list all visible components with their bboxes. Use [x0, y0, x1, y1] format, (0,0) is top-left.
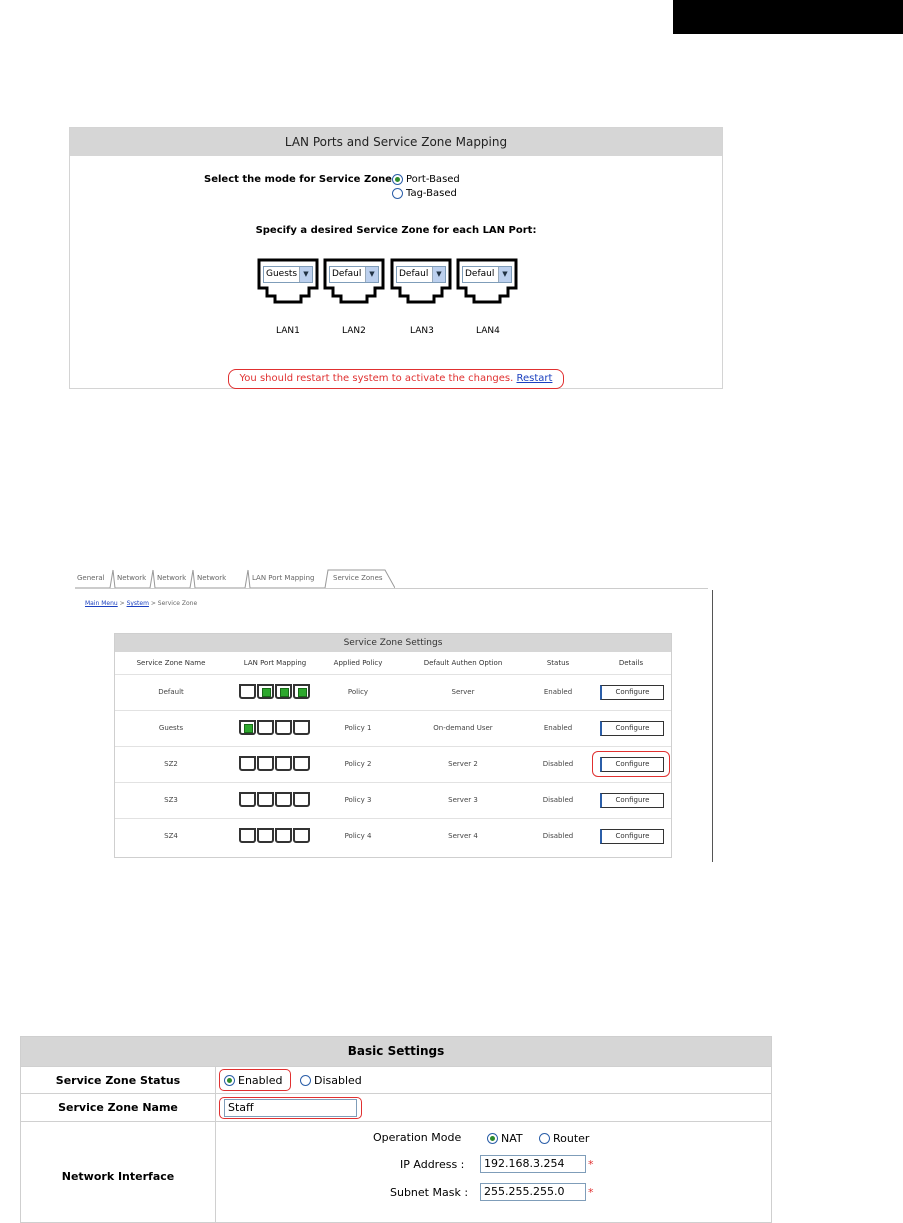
- lan-port-mapping-icons: [239, 756, 310, 771]
- status-value: [217, 1067, 771, 1093]
- op-mode-router-option[interactable]: [539, 1132, 589, 1145]
- radio-port-based[interactable]: [392, 174, 403, 185]
- lan-port-4: [456, 258, 518, 304]
- network-interface-label: Network Interface: [21, 1122, 216, 1223]
- lan-port-mapping-icons: [239, 720, 310, 735]
- panel-title: Basic Settings: [21, 1037, 771, 1066]
- service-zone-settings-table: [114, 633, 672, 858]
- status: Disabled: [542, 760, 574, 768]
- breadcrumb-current: Service Zone: [157, 600, 198, 607]
- tab-service-zones[interactable]: Service Zones: [333, 574, 383, 582]
- tab-general[interactable]: General: [77, 574, 105, 582]
- chevron-down-icon[interactable]: ▼: [365, 267, 378, 282]
- lan-port-3: [390, 258, 452, 304]
- status-label: Service Zone Status: [21, 1067, 216, 1093]
- port-based-label: Port-Based: [406, 174, 460, 185]
- tab-divider: [75, 588, 708, 589]
- configure-button[interactable]: Configure: [600, 685, 664, 700]
- lan-port-icon: [257, 756, 274, 771]
- lan-port-1: [257, 258, 319, 304]
- lan-port-icon-active: [257, 684, 274, 699]
- lan-port-mapping-icons: [239, 828, 310, 843]
- lan-port-2: [323, 258, 385, 304]
- col-details: Details: [618, 659, 644, 667]
- zone-name: SZ3: [164, 796, 178, 804]
- basic-settings-panel: [20, 1036, 772, 1223]
- vertical-divider: [712, 590, 713, 862]
- required-marker: *: [588, 1186, 594, 1199]
- lan3-zone-select[interactable]: [396, 266, 446, 283]
- service-zone-name-row: [21, 1093, 771, 1121]
- lan-port-icon: [257, 720, 274, 735]
- table-row: [115, 710, 671, 746]
- default-authen: Server 3: [448, 796, 478, 804]
- table-row: [115, 782, 671, 818]
- breadcrumb: Main Menu > System > Service Zone: [85, 600, 198, 607]
- tag-based-label: Tag-Based: [406, 188, 457, 199]
- name-label: Service Zone Name: [21, 1094, 216, 1121]
- col-status: Status: [546, 659, 570, 667]
- disabled-label: Disabled: [314, 1074, 362, 1087]
- mode-label: Select the mode for Service Zone: [204, 174, 392, 185]
- lan-port-icon: [275, 792, 292, 807]
- mode-port-based-option[interactable]: [392, 174, 460, 185]
- select-value: Guests: [266, 269, 298, 279]
- lan2-zone-select[interactable]: [329, 266, 379, 283]
- ip-address-label: IP Address :: [400, 1158, 465, 1171]
- configure-button[interactable]: Configure: [600, 757, 664, 772]
- lan-port-mapping-icons: [239, 792, 310, 807]
- lan-port-icon: [239, 792, 256, 807]
- tab-network-1[interactable]: Network: [117, 574, 147, 582]
- lan-port-icon: [239, 756, 256, 771]
- status: Disabled: [542, 832, 574, 840]
- op-mode-nat-option[interactable]: [487, 1132, 523, 1145]
- radio-disabled[interactable]: [300, 1075, 311, 1086]
- specify-label: Specify a desired Service Zone for each LAN Port:: [255, 225, 537, 236]
- restart-link[interactable]: Restart: [516, 373, 553, 384]
- router-label: Router: [553, 1132, 590, 1145]
- ip-address-input[interactable]: 192.168.3.254: [480, 1155, 586, 1173]
- tab-bar: [75, 566, 395, 590]
- applied-policy: Policy: [347, 688, 369, 696]
- select-value: Defaul: [465, 269, 495, 279]
- restart-message: You should restart the system to activate the changes.: [239, 373, 514, 384]
- configure-button[interactable]: Configure: [600, 793, 664, 808]
- lan-port-icon: [257, 792, 274, 807]
- table-title: Service Zone Settings: [115, 634, 671, 652]
- black-header-block: [673, 0, 903, 34]
- col-lan-port-mapping: LAN Port Mapping: [243, 659, 307, 667]
- lan-port-icon: [275, 828, 292, 843]
- enabled-label: Enabled: [238, 1074, 283, 1087]
- table-header-row: [115, 652, 671, 674]
- applied-policy: Policy 2: [344, 760, 372, 768]
- applied-policy: Policy 3: [344, 796, 372, 804]
- default-authen: Server 4: [448, 832, 478, 840]
- lan-port-icon: [293, 756, 310, 771]
- lan-port-icon-active: [293, 684, 310, 699]
- radio-router[interactable]: [539, 1133, 550, 1144]
- lan-port-icon: [239, 684, 256, 699]
- zone-name: Guests: [158, 724, 184, 732]
- configure-button[interactable]: Configure: [600, 721, 664, 736]
- radio-nat[interactable]: [487, 1133, 498, 1144]
- default-authen: On-demand User: [433, 724, 493, 732]
- lan-port-icon-active: [239, 720, 256, 735]
- mode-tag-based-option[interactable]: [392, 188, 457, 199]
- lan-port-mapping-panel: [69, 127, 723, 389]
- chevron-down-icon[interactable]: ▼: [432, 267, 445, 282]
- lan-port-icon: [293, 828, 310, 843]
- lan-port-icon-active: [275, 684, 292, 699]
- service-zone-status-row: [21, 1066, 771, 1093]
- tab-network-2[interactable]: Network: [157, 574, 187, 582]
- col-default-authen: Default Authen Option: [423, 659, 503, 667]
- col-zone-name: Service Zone Name: [136, 659, 206, 667]
- select-value: Defaul: [332, 269, 362, 279]
- lan-port-icon: [293, 792, 310, 807]
- subnet-mask-label: Subnet Mask :: [390, 1186, 469, 1199]
- restart-notice: [228, 369, 564, 389]
- lan1-zone-select[interactable]: [263, 266, 313, 283]
- tab-network-3[interactable]: Network: [197, 574, 227, 582]
- chevron-down-icon[interactable]: ▼: [299, 267, 312, 282]
- lan-port-icon: [275, 720, 292, 735]
- network-interface-value: [217, 1122, 771, 1223]
- table-row: [115, 746, 671, 782]
- operation-mode-label: Operation Mode: [373, 1131, 462, 1144]
- lan1-label: LAN1: [276, 326, 300, 336]
- lan4-zone-select[interactable]: [462, 266, 512, 283]
- applied-policy: Policy 1: [344, 724, 372, 732]
- status: Enabled: [543, 724, 573, 732]
- lan3-label: LAN3: [410, 326, 434, 336]
- default-authen: Server: [451, 688, 475, 696]
- lan4-label: LAN4: [476, 326, 500, 336]
- zone-name-input[interactable]: Staff: [224, 1099, 357, 1117]
- table-row: [115, 674, 671, 710]
- zone-name: SZ4: [164, 832, 178, 840]
- required-marker: *: [588, 1158, 594, 1171]
- default-authen: Server 2: [448, 760, 478, 768]
- status-disabled-option[interactable]: [300, 1074, 362, 1087]
- applied-policy: Policy 4: [344, 832, 372, 840]
- status: Enabled: [543, 688, 573, 696]
- status-enabled-option[interactable]: [224, 1074, 282, 1087]
- radio-tag-based[interactable]: [392, 188, 403, 199]
- configure-button[interactable]: Configure: [600, 829, 664, 844]
- radio-enabled[interactable]: [224, 1075, 235, 1086]
- zone-name: SZ2: [164, 760, 178, 768]
- table-row: [115, 818, 671, 854]
- col-applied-policy: Applied Policy: [333, 659, 383, 667]
- select-value: Defaul: [399, 269, 429, 279]
- subnet-mask-input[interactable]: 255.255.255.0: [480, 1183, 586, 1201]
- status: Disabled: [542, 796, 574, 804]
- lan2-label: LAN2: [342, 326, 366, 336]
- network-interface-row: [21, 1121, 771, 1223]
- breadcrumb-home[interactable]: Main Menu: [85, 600, 118, 607]
- chevron-down-icon[interactable]: ▼: [498, 267, 511, 282]
- lan-port-icon: [239, 828, 256, 843]
- tab-lan-port-mapping[interactable]: LAN Port Mapping: [252, 574, 315, 582]
- zone-name: Default: [158, 688, 184, 696]
- lan-port-icon: [257, 828, 274, 843]
- panel-title: LAN Ports and Service Zone Mapping: [70, 128, 722, 156]
- name-value: [217, 1094, 771, 1121]
- lan-port-icon: [275, 756, 292, 771]
- breadcrumb-system[interactable]: System: [126, 600, 149, 607]
- nat-label: NAT: [501, 1132, 523, 1145]
- lan-port-mapping-icons: [239, 684, 310, 699]
- lan-port-icon: [293, 720, 310, 735]
